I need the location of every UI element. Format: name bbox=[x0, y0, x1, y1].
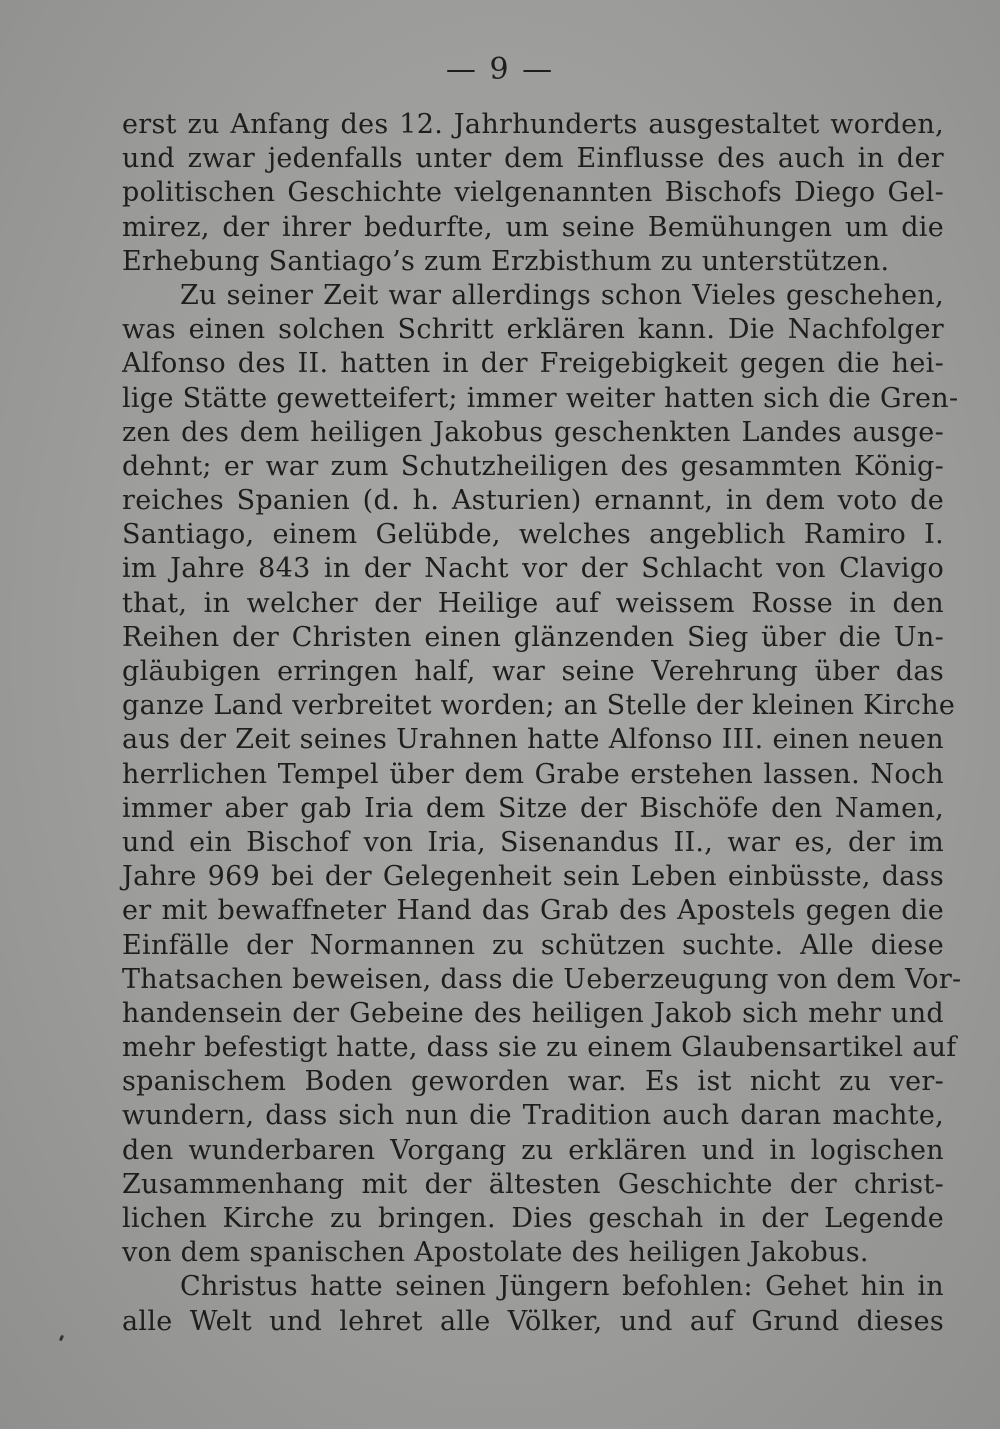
body-text bbox=[122, 108, 962, 1339]
text-line: zen des dem heiligen Jakobus geschenkten Landes ausge- bbox=[122, 416, 944, 448]
text-line: gläubigen erringen half, war seine Verehrung über das bbox=[122, 656, 944, 687]
text-line: that, in welcher der Heilige auf weissem Rosse in den bbox=[122, 587, 944, 619]
text-line: handensein der Gebeine des heiligen Jakob sich mehr und bbox=[122, 997, 944, 1029]
text-line: Reihen der Christen einen glänzenden Sieg über die Un- bbox=[122, 621, 944, 653]
text-line: erst zu Anfang des 12. Jahrhunderts ausgestaltet worden, bbox=[122, 109, 944, 140]
text-line: Einfälle der Normannen zu schützen suchte. Alle diese bbox=[122, 929, 944, 961]
text-line: Thatsachen beweisen, dass die Ueberzeugung von dem Vor- bbox=[122, 963, 962, 995]
text-line: Zusammenhang mit der ältesten Geschichte der christ- bbox=[122, 1168, 944, 1200]
text-line: reiches Spanien (d. h. Asturien) ernannt, in dem voto de bbox=[122, 485, 944, 517]
text-line: alle Welt und lehret alle Völker, und auf Grund dieses bbox=[122, 1305, 944, 1337]
page-number: — 9 — bbox=[445, 52, 555, 87]
text-line: und ein Bischof von Iria, Sisenandus II., war es, der im bbox=[122, 826, 944, 858]
text-line: Zu seiner Zeit war allerdings schon Vieles geschehen, bbox=[180, 279, 944, 311]
text-line: Alfonso des II. hatten in der Freigebigkeit gegen die hei- bbox=[122, 348, 944, 380]
text-line: Jahre 969 bei der Gelegenheit sein Leben einbüsste, dass bbox=[122, 861, 944, 893]
text-line: im Jahre 843 in der Nacht vor der Schlacht von Clavigo bbox=[122, 553, 944, 585]
text-line: herrlichen Tempel über dem Grabe erstehen lassen. Noch bbox=[122, 758, 944, 790]
text-line: Christus hatte seinen Jüngern befohlen: Gehet hin in bbox=[180, 1271, 944, 1303]
text-line: spanischem Boden geworden war. Es ist nicht zu ver- bbox=[122, 1066, 944, 1098]
text-line: den wunderbaren Vorgang zu erklären und in logischen bbox=[122, 1134, 944, 1166]
text-line: was einen solchen Schritt erklären kann. Die Nachfolger bbox=[122, 314, 944, 346]
text-line: Erhebung Santiago’s zum Erzbisthum zu unterstützen. bbox=[122, 245, 890, 277]
text-line: er mit bewaffneter Hand das Grab des Apostels gegen die bbox=[122, 895, 944, 927]
text-line: ganze Land verbreitet worden; an Stelle der kleinen Kirche bbox=[122, 690, 956, 722]
text-line: lige Stätte gewetteifert; immer weiter hatten sich die Gren- bbox=[122, 382, 959, 414]
text-line: und zwar jedenfalls unter dem Einflusse des auch in der bbox=[122, 143, 944, 175]
text-line: immer aber gab Iria dem Sitze der Bischöfe den Namen, bbox=[122, 792, 944, 824]
text-line: von dem spanischen Apostolate des heiligen Jakobus. bbox=[122, 1237, 869, 1269]
text-line: aus der Zeit seines Urahnen hatte Alfonso III. einen neuen bbox=[122, 724, 944, 756]
text-line: lichen Kirche zu bringen. Dies geschah in der Legende bbox=[122, 1203, 944, 1234]
text-line: politischen Geschichte vielgenannten Bischofs Diego Gel- bbox=[122, 177, 944, 209]
text-line: mehr befestigt hatte, dass sie zu einem Glaubensartikel auf bbox=[122, 1032, 957, 1064]
text-line: mirez, der ihrer bedurfte, um seine Bemühungen um die bbox=[122, 211, 944, 243]
text-line: wundern, dass sich nun die Tradition auch daran machte, bbox=[122, 1100, 944, 1132]
ink-speck bbox=[59, 1335, 64, 1342]
text-line: dehnt; er war zum Schutzheiligen des gesammten König- bbox=[122, 450, 944, 482]
text-line: Santiago, einem Gelübde, welches angeblich Ramiro I. bbox=[122, 519, 944, 551]
